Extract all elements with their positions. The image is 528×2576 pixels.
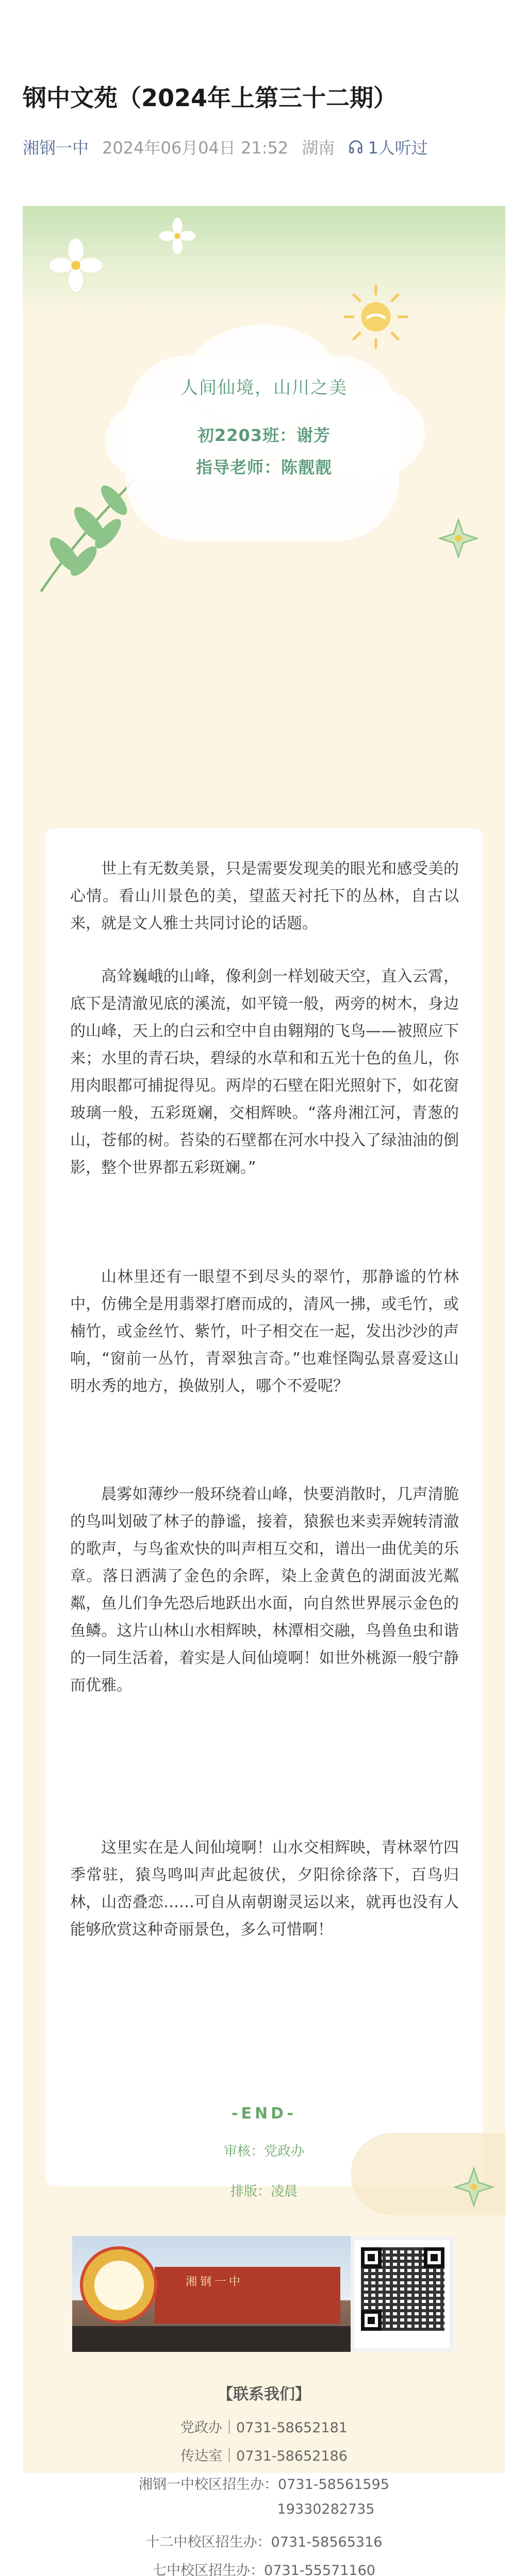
headphones-icon [348,139,364,155]
listen-count-label: 1人听过 [368,138,428,158]
contact-title: 【联系我们】 [218,2385,310,2403]
contact-line: 党政办｜0731-58652181 [180,2420,348,2436]
gate-sign-text: 湘钢一中 [186,2276,244,2289]
contact-line: 七中校区招生办：0731-55571160 [153,2563,375,2576]
qr-code [351,2236,454,2352]
contact-line: 湘钢一中校区招生办：0731-58561595 [139,2477,389,2493]
school-badge-icon [80,2246,157,2324]
flower-icon [157,215,198,257]
essay-paragraph: 这里实在是人间仙境啊！山水交相辉映，青林翠竹四季常驻，猿鸟鸣叫声此起彼伏，夕阳徐徐落下，百鸟归林，山峦叠恋……可自从南朝谢灵运以来，就再也没有人能够欣赏这种奇丽景色，多么可惜啊！ [70,1839,459,1939]
end-mark: -END- [232,2105,296,2123]
listen-count[interactable] [348,135,427,159]
poster-headline: 人间仙境，山川之美 [180,378,348,398]
school-gate [155,2267,340,2324]
author-link[interactable]: 湘钢一中 [23,138,89,158]
essay-paragraph: 晨雾如薄纱一般环绕着山峰，快要消散时，几声清脆的鸟叫划破了林子的静谧，接着，猿猴也来卖弄婉转清澈的歌声，与鸟雀欢快的叫声相互交和，谱出一曲优美的乐章。落日洒满了金色的余晖，染上金黄色的湖面波光粼粼，鱼儿们争先恐后地跃出水面，向自然世界展示金色的鱼鳞。这片山林山水相辉映，林潭相交融，鸟兽鱼虫和谐的一同生活着，着实是人间仙境啊！如世外桃源一般宁静而优雅。 [70,1485,459,1694]
article-header [0,0,528,191]
publish-location: 湖南 [302,138,335,158]
essay-paragraph: 世上有无数美景，只是需要发现美的眼光和感受美的心情。看山川景色的美，望蓝天衬托下的丛林，自古以来，就是文人雅士共同讨论的话题。 [70,860,459,933]
contact-line: 十二中校区招生办：0731-58565316 [145,2534,383,2550]
essay-paragraph: 山林里还有一眼望不到尽头的翠竹，那静谧的竹林中，仿佛全是用翡翠打磨而成的，清风一拂，或毛竹，或楠竹，或金丝竹、紫竹，叶子相交在一起，发出沙沙的声响，“窗前一丛竹，青翠独言奇。”也难怪陶弘景喜爱这山明水秀的地方，换做别人，哪个不爱呢？ [70,1268,459,1395]
article-title: 钢中文苑（2024年上第三十二期） [23,84,398,112]
review-credit: 审核：党政办 [223,2144,304,2159]
contact-line: 传达室｜0731-58652186 [180,2448,348,2464]
class-author-line: 初2203班：谢芳 [197,426,331,445]
photo-caption-strip [72,2326,351,2352]
contact-line: 19330282735 [277,2501,375,2517]
teacher-line: 指导老师：陈靓靓 [195,457,332,477]
essay-paragraph: 高耸巍峨的山峰，像利剑一样划破天空，直入云霄，底下是清澈见底的溪流，如平镜一般，两旁的树木，身边的山峰，天上的白云和空中自由翱翔的飞鸟——被照应下来；水里的青石块，碧绿的水草和和五光十色的鱼儿，你用肉眼都可捕捉得见。两岸的石壁在阳光照射下，如花窗玻璃一般，五彩斑斓，交相辉映。“落舟湘江河，青葱的山，苍郁的树。苔染的石壁都在河水中投入了绿油油的倒影，整个世界都五彩斑斓。” [70,968,459,1177]
layout-credit: 排版：凌晨 [230,2184,298,2199]
article-poster [23,206,505,2473]
essay-card [45,828,483,2186]
school-gate-photo [72,2236,351,2352]
publish-datetime: 2024年06月04日 21:52 [102,138,289,158]
flower-icon [435,515,482,562]
flower-icon [47,237,104,294]
article-meta [23,135,428,159]
